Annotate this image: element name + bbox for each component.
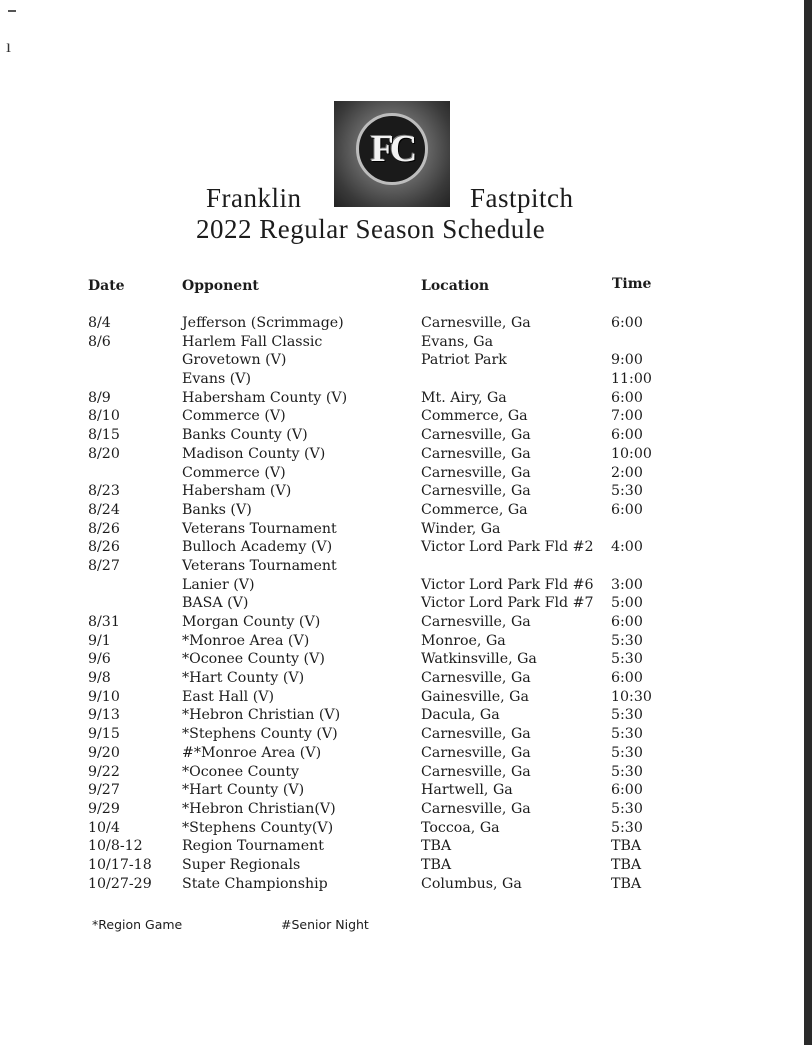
row-date: 8/24: [88, 501, 120, 518]
row-date: 9/13: [88, 707, 120, 724]
row-location: Carnesville, Ga: [421, 670, 531, 687]
row-date: 9/27: [88, 782, 120, 799]
row-opponent: *Monroe Area (V): [182, 632, 310, 649]
table-row: [0, 706, 812, 725]
table-row: [0, 482, 812, 501]
table-row: [0, 800, 812, 819]
table-row: [0, 819, 812, 838]
row-time: TBA: [611, 875, 642, 892]
row-date: 8/23: [88, 483, 120, 500]
row-time: 5:30: [611, 651, 643, 668]
title-franklin: Franklin: [206, 183, 302, 213]
row-location: Mt. Airy, Ga: [421, 389, 507, 406]
table-row: [0, 856, 812, 875]
row-opponent: Veterans Tournament: [182, 520, 337, 537]
table-row: [0, 351, 812, 370]
row-date: 10/8-12: [88, 838, 143, 855]
table-row: [0, 763, 812, 782]
team-logo: [334, 101, 450, 207]
row-time: 6:00: [611, 670, 643, 687]
table-row: [0, 744, 812, 763]
row-opponent: Jefferson (Scrimmage): [182, 315, 344, 331]
row-opponent: *Oconee County (V): [182, 651, 325, 668]
row-location: Carnesville, Ga: [421, 800, 531, 817]
row-opponent: Harlem Fall Classic: [182, 333, 323, 350]
row-time: 3:00: [611, 576, 643, 593]
row-opponent: Madison County (V): [182, 445, 326, 462]
row-date: 9/22: [88, 763, 120, 780]
row-date: 8/31: [88, 614, 120, 630]
row-location: Hartwell, Ga: [421, 782, 513, 799]
row-opponent: Morgan County (V): [182, 614, 321, 630]
row-opponent: Grovetown (V): [182, 352, 287, 369]
table-row: [0, 613, 812, 632]
row-time: 5:30: [611, 726, 643, 743]
row-date: 9/1: [88, 632, 111, 649]
row-opponent: *Hart County (V): [182, 670, 305, 687]
row-location: Carnesville, Ga: [421, 427, 531, 444]
row-location: Columbus, Ga: [421, 875, 522, 892]
scan-artifact: [8, 10, 16, 12]
table-row: [0, 725, 812, 744]
row-location: Winder, Ga: [421, 520, 501, 537]
footnote-region-game: *Region Game: [92, 917, 183, 932]
row-location: Evans, Ga: [421, 333, 494, 350]
footnote-senior-night: #Senior Night: [281, 917, 369, 932]
table-row: [0, 594, 812, 613]
table-row: [0, 501, 812, 520]
row-time: 5:30: [611, 707, 643, 724]
scan-artifact-mark: ı: [6, 36, 12, 56]
row-location: Carnesville, Ga: [421, 464, 531, 481]
team-logo-emblem: [356, 113, 428, 185]
row-time: 10:00: [611, 445, 652, 462]
column-header-time: Time: [612, 276, 652, 292]
row-time: 6:00: [611, 315, 643, 331]
row-location: Monroe, Ga: [421, 632, 506, 649]
row-opponent: Lanier (V): [182, 576, 255, 593]
row-opponent: BASA (V): [182, 595, 249, 612]
row-time: 6:00: [611, 782, 643, 799]
row-location: Toccoa, Ga: [421, 819, 500, 836]
row-location: Carnesville, Ga: [421, 445, 531, 462]
row-location: Dacula, Ga: [421, 707, 500, 724]
table-row: [0, 837, 812, 856]
column-header-date: Date: [88, 278, 125, 294]
row-location: Commerce, Ga: [421, 501, 528, 518]
row-opponent: *Hebron Christian (V): [182, 707, 341, 724]
table-row: [0, 650, 812, 669]
column-header-opponent: Opponent: [182, 278, 259, 294]
row-date: 8/6: [88, 333, 111, 350]
table-row: [0, 781, 812, 800]
row-date: 8/27: [88, 557, 120, 574]
row-opponent: Commerce (V): [182, 408, 286, 425]
row-time: 2:00: [611, 464, 643, 481]
row-location: TBA: [421, 838, 452, 855]
row-time: TBA: [611, 856, 642, 873]
table-row: [0, 875, 812, 894]
table-row: [0, 632, 812, 651]
row-date: 8/4: [88, 315, 111, 331]
row-time: 5:30: [611, 763, 643, 780]
row-location: Watkinsville, Ga: [421, 651, 537, 668]
table-row: [0, 445, 812, 464]
table-row: [0, 688, 812, 707]
row-location: TBA: [421, 856, 452, 873]
row-opponent: *Stephens County(V): [182, 819, 334, 836]
row-date: 10/27-29: [88, 875, 152, 892]
table-row: [0, 538, 812, 557]
column-header-location: Location: [421, 278, 490, 294]
row-date: 9/20: [88, 744, 120, 761]
table-row: [0, 389, 812, 408]
row-location: Carnesville, Ga: [421, 315, 531, 331]
row-opponent: *Stephens County (V): [182, 726, 338, 743]
row-time: 4:00: [611, 539, 643, 556]
row-date: 8/26: [88, 539, 120, 556]
row-time: 5:30: [611, 819, 643, 836]
row-opponent: Bulloch Academy (V): [182, 539, 333, 556]
row-opponent: Super Regionals: [182, 856, 301, 873]
row-time: 5:30: [611, 800, 643, 817]
table-row: [0, 576, 812, 595]
table-row: [0, 520, 812, 539]
row-opponent: East Hall (V): [182, 688, 275, 705]
table-row: [0, 370, 812, 389]
row-time: 11:00: [611, 371, 652, 388]
row-date: 8/10: [88, 408, 120, 425]
row-location: Victor Lord Park Fld #7: [421, 595, 594, 612]
row-opponent: Evans (V): [182, 371, 252, 388]
row-location: Carnesville, Ga: [421, 744, 531, 761]
table-row: [0, 557, 812, 576]
row-location: Commerce, Ga: [421, 408, 528, 425]
schedule-subtitle: 2022 Regular Season Schedule: [196, 214, 546, 244]
row-date: 9/15: [88, 726, 120, 743]
row-time: TBA: [611, 838, 642, 855]
row-opponent: Commerce (V): [182, 464, 286, 481]
row-opponent: *Hart County (V): [182, 782, 305, 799]
row-date: 9/29: [88, 800, 120, 817]
schedule-table: [0, 314, 812, 893]
row-location: Gainesville, Ga: [421, 688, 529, 705]
row-location: Victor Lord Park Fld #6: [421, 576, 594, 593]
row-opponent: Habersham County (V): [182, 389, 348, 406]
row-time: 5:30: [611, 483, 643, 500]
row-time: 6:00: [611, 501, 643, 518]
row-date: 8/20: [88, 445, 120, 462]
row-opponent: Region Tournament: [182, 838, 324, 855]
table-row: [0, 464, 812, 483]
row-time: 7:00: [611, 408, 643, 425]
row-time: 6:00: [611, 614, 643, 630]
table-row: [0, 669, 812, 688]
row-location: Carnesville, Ga: [421, 614, 531, 630]
row-opponent: *Hebron Christian(V): [182, 800, 336, 817]
row-time: 6:00: [611, 389, 643, 406]
team-logo-text: FC: [370, 128, 414, 170]
row-opponent: #*Monroe Area (V): [182, 744, 322, 761]
row-time: 6:00: [611, 427, 643, 444]
row-date: 10/4: [88, 819, 120, 836]
row-date: 10/17-18: [88, 856, 152, 873]
row-time: 5:30: [611, 744, 643, 761]
row-time: 5:30: [611, 632, 643, 649]
table-row: [0, 314, 812, 333]
row-opponent: State Championship: [182, 875, 328, 892]
row-location: Victor Lord Park Fld #2: [421, 539, 594, 556]
row-date: 9/6: [88, 651, 111, 668]
row-date: 8/15: [88, 427, 120, 444]
table-row: [0, 426, 812, 445]
row-time: 5:00: [611, 595, 643, 612]
row-date: 9/8: [88, 670, 111, 687]
row-location: Patriot Park: [421, 352, 507, 369]
row-time: 10:30: [611, 688, 652, 705]
row-location: Carnesville, Ga: [421, 483, 531, 500]
row-opponent: Habersham (V): [182, 483, 292, 500]
row-time: 9:00: [611, 352, 643, 369]
table-row: [0, 333, 812, 352]
row-opponent: *Oconee County: [182, 763, 300, 780]
row-opponent: Veterans Tournament: [182, 557, 337, 574]
table-row: [0, 407, 812, 426]
title-fastpitch: Fastpitch: [470, 183, 574, 213]
row-date: 9/10: [88, 688, 120, 705]
row-location: Carnesville, Ga: [421, 763, 531, 780]
row-date: 8/26: [88, 520, 120, 537]
row-opponent: Banks County (V): [182, 427, 308, 444]
row-opponent: Banks (V): [182, 501, 252, 518]
row-date: 8/9: [88, 389, 111, 406]
row-location: Carnesville, Ga: [421, 726, 531, 743]
